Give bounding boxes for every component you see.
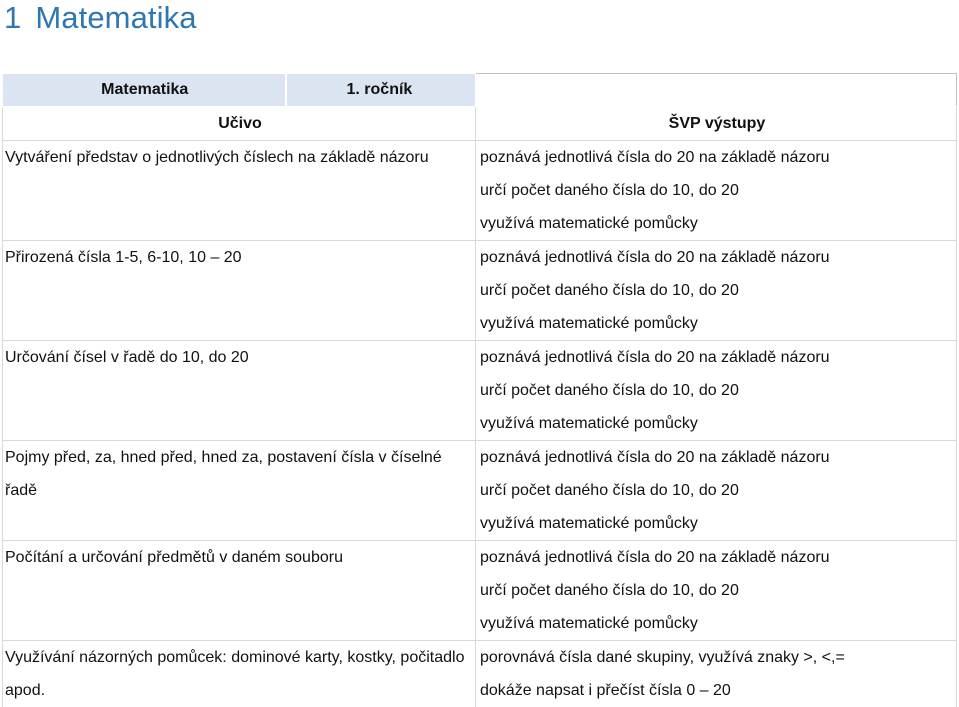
outcomes-cell — [476, 141, 957, 241]
outcome-line: určí počet daného čísla do 10, do 20 — [480, 374, 956, 407]
outcome-line: určí počet daného čísla do 10, do 20 — [480, 174, 956, 207]
outcomes-cell — [476, 441, 957, 541]
topic-cell: Pojmy před, za, hned před, hned za, postavení čísla v číselné řadě — [3, 441, 476, 541]
outcomes-cell — [476, 641, 957, 707]
outcome-line: určí počet daného čísla do 10, do 20 — [480, 274, 956, 307]
outcome-line: dokáže napsat i přečíst čísla 0 – 20 — [480, 674, 956, 707]
outcome-line: využívá matematické pomůcky — [480, 307, 956, 340]
topic-cell: Počítání a určování předmětů v daném souboru — [3, 541, 476, 641]
table-row — [3, 141, 957, 241]
outcomes-cell — [476, 341, 957, 441]
empty-header-cell — [476, 74, 957, 107]
subject-cell: Matematika — [3, 74, 286, 107]
table-row — [3, 641, 957, 707]
outcome-line: určí počet daného čísla do 10, do 20 — [480, 474, 956, 507]
table-row — [3, 441, 957, 541]
curriculum-table-wrapper — [2, 73, 956, 703]
outcomes-cell — [476, 541, 957, 641]
column-header-row — [3, 107, 957, 141]
outcome-line: poznává jednotlivá čísla do 20 na základě názoru — [480, 141, 956, 174]
outcomes-cell — [476, 241, 957, 341]
topic-cell: Vytváření představ o jednotlivých číslech na základě názoru — [3, 141, 476, 241]
outcome-line: určí počet daného čísla do 10, do 20 — [480, 574, 956, 607]
curriculum-table — [2, 73, 957, 707]
outcome-line: poznává jednotlivá čísla do 20 na základě názoru — [480, 441, 956, 474]
outcome-line: porovnává čísla dané skupiny, využívá znaky >, <,= — [480, 641, 956, 674]
outcome-line: poznává jednotlivá čísla do 20 na základě názoru — [480, 341, 956, 374]
outcome-line: využívá matematické pomůcky — [480, 207, 956, 240]
section-heading — [4, 0, 197, 38]
topic-cell: Využívání názorných pomůcek: dominové karty, kostky, počitadlo apod. — [3, 641, 476, 707]
outcome-line: poznává jednotlivá čísla do 20 na základě názoru — [480, 541, 956, 574]
outcome-line: využívá matematické pomůcky — [480, 407, 956, 440]
section-number: 1 — [4, 0, 21, 38]
outcome-line: využívá matematické pomůcky — [480, 607, 956, 640]
outcome-line: poznává jednotlivá čísla do 20 na základě názoru — [480, 241, 956, 274]
table-row — [3, 241, 957, 341]
topic-cell: Přirozená čísla 1-5, 6-10, 10 – 20 — [3, 241, 476, 341]
subject-row — [3, 74, 957, 107]
outcomes-header: ŠVP výstupy — [476, 107, 957, 141]
section-title: Matematika — [35, 0, 196, 35]
curriculum-header: Učivo — [3, 107, 476, 141]
outcome-line: využívá matematické pomůcky — [480, 507, 956, 540]
table-row — [3, 341, 957, 441]
topic-cell: Určování čísel v řadě do 10, do 20 — [3, 341, 476, 441]
grade-cell: 1. ročník — [286, 74, 476, 107]
table-row — [3, 541, 957, 641]
